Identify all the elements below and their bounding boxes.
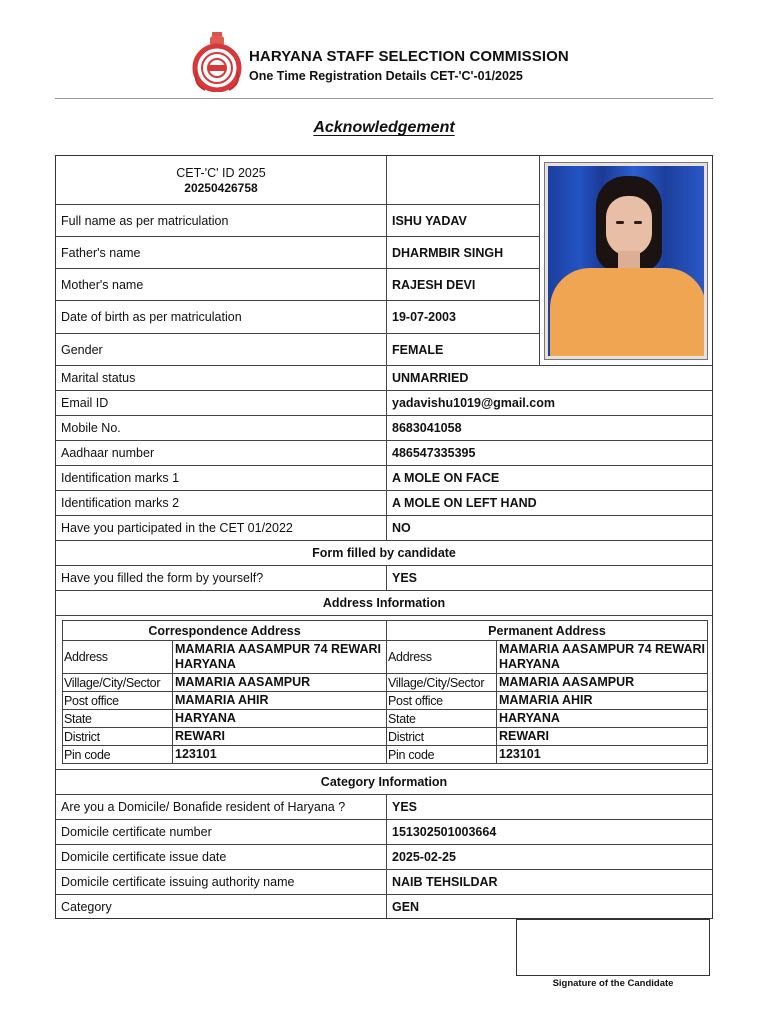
field-value: ISHU YADAV <box>387 205 540 236</box>
table-row <box>56 465 712 490</box>
table-row <box>56 515 712 540</box>
permanent-value: MAMARIA AHIR <box>499 693 593 707</box>
table-row <box>56 490 712 515</box>
field-label: Domicile certificate issuing authority name <box>56 870 387 894</box>
field-value: 2025-02-25 <box>392 850 456 864</box>
address-label: Post office <box>63 692 173 709</box>
field-label: Marital status <box>56 366 387 390</box>
table-row <box>56 366 712 390</box>
table-row <box>56 565 712 590</box>
address-label: Village/City/Sector <box>387 674 497 691</box>
registration-id-row <box>56 156 540 204</box>
permanent-value: REWARI <box>499 729 549 743</box>
correspondence-value: MAMARIA AASAMPUR <box>173 674 387 691</box>
field-value: YES <box>392 800 418 814</box>
field-label: Have you participated in the CET 01/2022 <box>56 516 387 540</box>
registration-subtitle: One Time Registration Details CET-'C'-01/2025 <box>249 69 523 83</box>
address-row <box>63 727 707 745</box>
table-row <box>56 844 712 869</box>
field-label: Date of birth as per matriculation <box>56 301 387 333</box>
address-row <box>63 673 707 691</box>
header-divider <box>55 98 713 99</box>
permanent-heading: Permanent Address <box>488 623 606 638</box>
correspondence-value: HARYANA <box>173 710 387 727</box>
permanent-value: MAMARIA AASAMPUR <box>499 675 635 689</box>
address-label: Address <box>63 641 173 673</box>
field-label: Mother's name <box>56 269 387 300</box>
table-row <box>56 415 712 440</box>
field-value: RAJESH DEVI <box>387 269 540 300</box>
address-label: Pin code <box>387 746 497 763</box>
correspondence-heading: Correspondence Address <box>63 621 387 640</box>
address-label: Post office <box>387 692 497 709</box>
field-label: Are you a Domicile/ Bonafide resident of Haryana ? <box>56 795 387 819</box>
field-label: Domicile certificate issue date <box>56 845 387 869</box>
permanent-value: MAMARIA AASAMPUR 74 REWARI HARYANA <box>499 642 706 671</box>
candidate-photo <box>544 162 708 360</box>
address-row <box>63 709 707 727</box>
table-row <box>56 819 712 844</box>
correspondence-value: MAMARIA AHIR <box>173 692 387 709</box>
field-label: Father's name <box>56 237 387 268</box>
field-value: A MOLE ON LEFT HAND <box>392 496 537 510</box>
personal-block <box>56 156 712 366</box>
correspondence-value: 123101 <box>173 746 387 763</box>
category-heading: Category Information <box>56 769 712 794</box>
table-row <box>56 390 712 415</box>
acknowledgement-heading: Acknowledgement <box>313 119 455 136</box>
field-value: FEMALE <box>387 334 540 365</box>
table-row <box>56 268 540 300</box>
field-value: GEN <box>392 899 420 914</box>
permanent-value: HARYANA <box>499 711 560 725</box>
address-label: Address <box>387 641 497 673</box>
field-value: A MOLE ON FACE <box>392 471 500 485</box>
table-row <box>56 236 540 268</box>
registration-table <box>55 155 713 919</box>
registration-id-blank <box>387 156 540 204</box>
table-row <box>56 300 540 333</box>
address-label: State <box>63 710 173 727</box>
field-label: Identification marks 1 <box>56 466 387 490</box>
form-filled-heading: Form filled by candidate <box>56 540 712 565</box>
table-row <box>56 794 712 819</box>
address-label: Village/City/Sector <box>63 674 173 691</box>
field-label: Category <box>56 895 387 918</box>
registration-id-cell <box>56 156 387 204</box>
address-section <box>56 615 712 769</box>
address-heading: Address Information <box>56 590 712 615</box>
address-row <box>63 640 707 673</box>
table-row <box>56 333 540 365</box>
address-table <box>62 620 708 764</box>
field-label: Identification marks 2 <box>56 491 387 515</box>
address-row <box>63 745 707 763</box>
registration-id-label: CET-'C' ID 2025 <box>176 165 266 180</box>
field-value: 8683041058 <box>392 421 462 435</box>
address-row <box>63 691 707 709</box>
field-value: yadavishu1019@gmail.com <box>392 396 555 410</box>
field-label: Gender <box>56 334 387 365</box>
field-label: Mobile No. <box>56 416 387 440</box>
address-label: State <box>387 710 497 727</box>
field-value: UNMARRIED <box>392 371 469 385</box>
commission-title: HARYANA STAFF SELECTION COMMISSION <box>249 48 569 65</box>
field-value: DHARMBIR SINGH <box>387 237 540 268</box>
correspondence-value: MAMARIA AASAMPUR 74 REWARI HARYANA <box>173 641 387 673</box>
field-value: NO <box>392 521 411 535</box>
field-label: Aadhaar number <box>56 441 387 465</box>
correspondence-value: REWARI <box>173 728 387 745</box>
document-header <box>0 28 768 98</box>
registration-id-number: 20250426758 <box>184 180 258 195</box>
field-label: Domicile certificate number <box>56 820 387 844</box>
address-label: District <box>387 728 497 745</box>
permanent-value: 123101 <box>499 747 541 761</box>
table-row <box>56 204 540 236</box>
field-label: Full name as per matriculation <box>56 205 387 236</box>
signature-box <box>516 919 710 976</box>
table-row <box>56 869 712 894</box>
table-row <box>56 894 712 918</box>
address-label: Pin code <box>63 746 173 763</box>
field-label: Email ID <box>56 391 387 415</box>
field-value: YES <box>392 571 418 585</box>
haryana-emblem-icon <box>191 32 243 92</box>
field-value: 151302501003664 <box>392 825 497 839</box>
signature-label: Signature of the Candidate <box>552 978 674 989</box>
table-row <box>56 440 712 465</box>
field-value: 486547335395 <box>392 446 476 460</box>
photo-cell <box>540 156 712 365</box>
field-value: NAIB TEHSILDAR <box>392 875 498 889</box>
address-label: District <box>63 728 173 745</box>
field-value: 19-07-2003 <box>387 301 540 333</box>
field-label: Have you filled the form by yourself? <box>56 566 387 590</box>
